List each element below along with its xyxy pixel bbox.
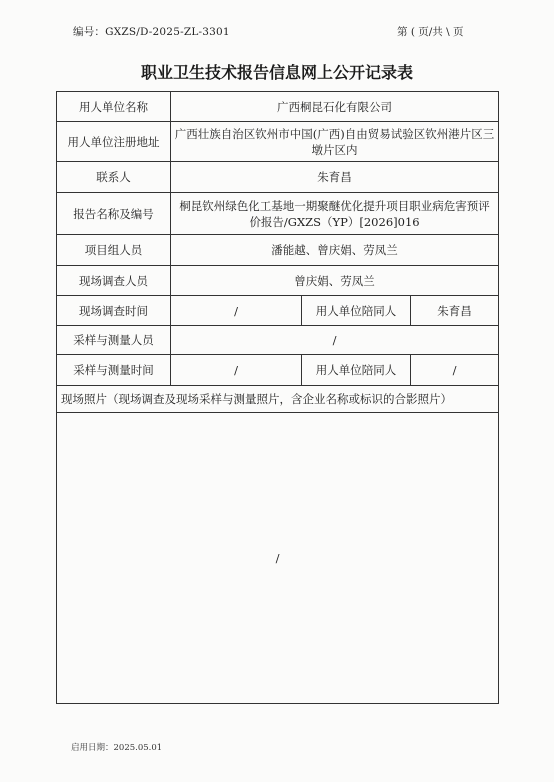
sampling-time-value: / bbox=[171, 355, 302, 386]
team-label: 项目组人员 bbox=[57, 235, 171, 266]
team-value: 潘能越、曾庆娟、劳凤兰 bbox=[171, 235, 499, 266]
survey-time-value: / bbox=[171, 296, 302, 326]
contact-value: 朱育昌 bbox=[171, 162, 499, 193]
row-photos-body bbox=[57, 413, 499, 704]
employer-name-label: 用人单位名称 bbox=[57, 92, 171, 122]
sampling-staff-value: / bbox=[171, 326, 499, 355]
row-sampling-time bbox=[57, 355, 499, 386]
enabled-date: 启用日期：2025.05.01 bbox=[71, 743, 163, 753]
row-registered-address bbox=[57, 122, 499, 162]
survey-escort-label: 用人单位陪同人 bbox=[302, 296, 411, 326]
survey-escort-value: 朱育昌 bbox=[411, 296, 499, 326]
sampling-time-label: 采样与测量时间 bbox=[57, 355, 171, 386]
registered-address-value: 广西壮族自治区钦州市中国(广西)自由贸易试验区钦州港片区三墩片区内 bbox=[171, 122, 499, 162]
row-employer-name bbox=[57, 92, 499, 122]
survey-staff-label: 现场调查人员 bbox=[57, 266, 171, 296]
report-value: 桐昆钦州绿色化工基地一期聚醚优化提升项目职业病危害预评价报告/GXZS（YP）[2026]016 bbox=[171, 193, 499, 235]
row-photos-header bbox=[57, 386, 499, 413]
page-info: 第 ( 页/共 \ 页 bbox=[397, 26, 464, 38]
row-contact bbox=[57, 162, 499, 193]
photos-value: / bbox=[57, 413, 499, 704]
contact-label: 联系人 bbox=[57, 162, 171, 193]
sampling-escort-label: 用人单位陪同人 bbox=[302, 355, 411, 386]
row-sampling-staff bbox=[57, 326, 499, 355]
doc-number: 编号：GXZS/D-2025-ZL-3301 bbox=[73, 26, 230, 38]
record-table bbox=[56, 91, 499, 704]
registered-address-label: 用人单位注册地址 bbox=[57, 122, 171, 162]
row-team bbox=[57, 235, 499, 266]
sampling-escort-value: / bbox=[411, 355, 499, 386]
row-survey-staff bbox=[57, 266, 499, 296]
report-label: 报告名称及编号 bbox=[57, 193, 171, 235]
survey-time-label: 现场调查时间 bbox=[57, 296, 171, 326]
photos-label: 现场照片（现场调查及现场采样与测量照片，含企业名称或标识的合影照片） bbox=[57, 386, 499, 413]
page-title: 职业卫生技术报告信息网上公开记录表 bbox=[140, 63, 413, 82]
survey-staff-value: 曾庆娟、劳凤兰 bbox=[171, 266, 499, 296]
employer-name-value: 广西桐昆石化有限公司 bbox=[171, 92, 499, 122]
row-report bbox=[57, 193, 499, 235]
row-survey-time bbox=[57, 296, 499, 326]
sampling-staff-label: 采样与测量人员 bbox=[57, 326, 171, 355]
